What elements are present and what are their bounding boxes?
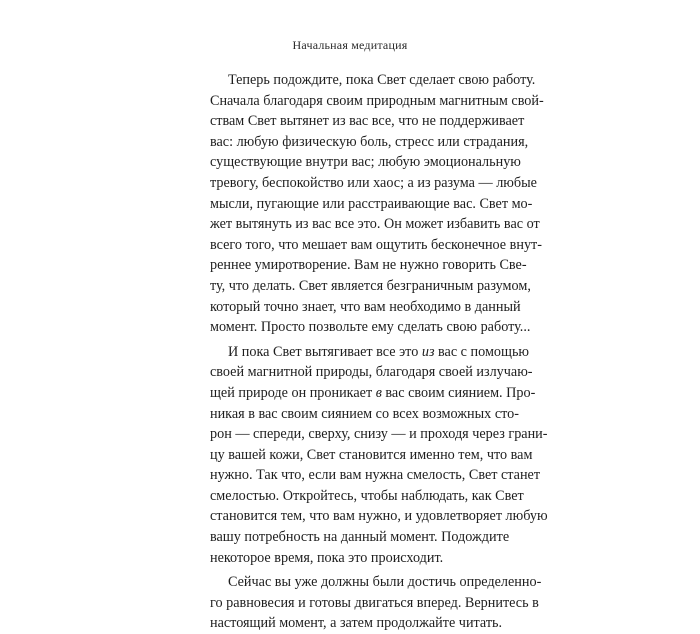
- text-run: щей природе он проникает: [210, 384, 376, 401]
- text-line: своей магнитной природы, благодаря своей излучаю-: [210, 364, 533, 381]
- text-line: смелостью. Откройтесь, чтобы наблюдать, как Свет: [210, 487, 524, 504]
- text-line: Теперь подождите, пока Свет сделает свою работу.: [228, 72, 536, 88]
- text-line: ствам Свет вытянет из вас все, что не поддерживает: [210, 113, 525, 130]
- text-line: цу вашей кожи, Свет становится именно тем, что вам: [210, 446, 533, 463]
- emphasis-text: в: [375, 384, 382, 401]
- text-line: [210, 342, 530, 363]
- text-line: всего того, что мешает вам ощутить бесконечное внут-: [210, 236, 542, 253]
- text-line: го равновесия и готовы двигаться вперед. Вернитесь в: [210, 594, 539, 611]
- text-run: И пока Свет вытягивает все это: [228, 343, 422, 360]
- text-line: некоторое время, пока это происходит.: [210, 549, 444, 566]
- text-line: мысли, пугающие или расстраивающие вас. Свет мо-: [210, 195, 533, 212]
- text-line: вашу потребность на данный момент. Подождите: [210, 529, 510, 546]
- emphasis-text: из: [421, 343, 435, 360]
- text-line: который точно знает, что вам необходимо в данный: [210, 298, 521, 315]
- text-line: Сейчас вы уже должны были достичь определенно-: [228, 574, 542, 591]
- text-line: нужно. Так что, если вам нужна смелость, Свет станет: [210, 467, 541, 484]
- text-line: реннее умиротворение. Вам не нужно говорить Све-: [210, 257, 527, 274]
- text-line: тревогу, беспокойство или хаос; а из разума — любые: [210, 174, 537, 191]
- text-line: [210, 383, 536, 404]
- text-line: ту, что делать. Свет является безграничным разумом,: [210, 277, 531, 294]
- text-line: существующие внутри вас; любую эмоциональную: [210, 154, 521, 171]
- text-line: жет вытянуть из вас все это. Он может избавить вас от: [210, 216, 540, 233]
- text-line: момент. Просто позвольте ему сделать свою работу...: [210, 319, 531, 336]
- text-run: вас с помощью: [434, 343, 530, 360]
- body-text: [210, 70, 548, 634]
- text-line: рон — спереди, сверху, снизу — и проходя через грани-: [210, 426, 548, 443]
- text-line: Сначала благодаря своим природным магнитным свой-: [210, 92, 544, 109]
- text-line: настоящий момент, а затем продолжайте читать.: [210, 615, 503, 632]
- text-line: никая в вас своим сиянием со всех возможных сто-: [210, 405, 519, 422]
- running-head: Начальная медитация: [292, 38, 408, 52]
- text-run: вас своим сиянием. Про-: [381, 384, 536, 401]
- text-line: становится тем, что вам нужно, и удовлетворяет любую: [210, 508, 548, 525]
- text-line: вас: любую физическую боль, стресс или страдания,: [210, 133, 529, 150]
